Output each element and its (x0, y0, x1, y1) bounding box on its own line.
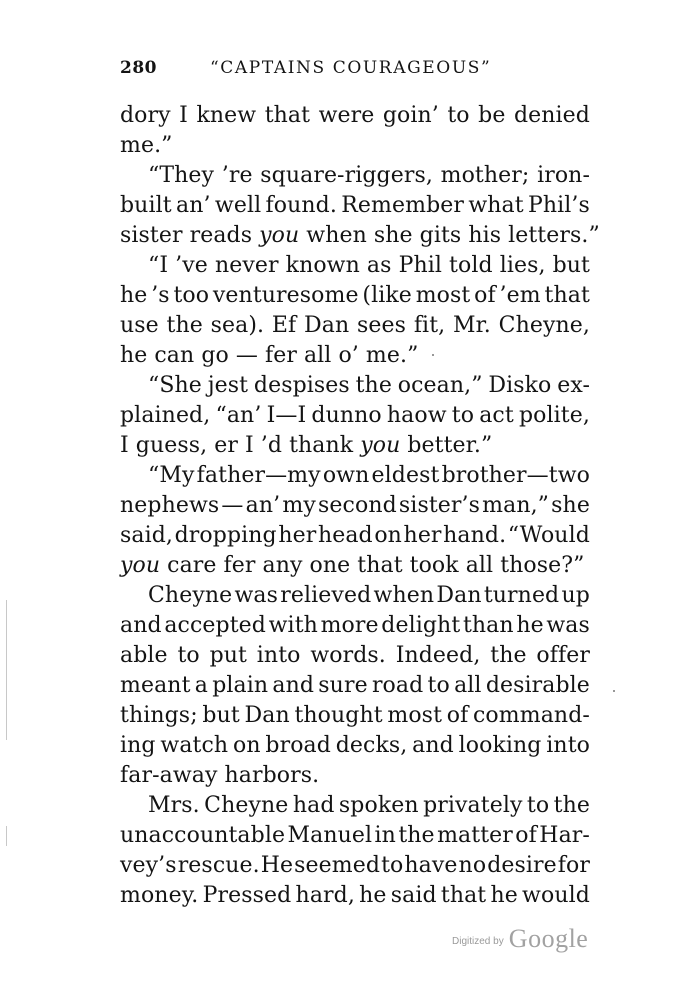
page-number: 280 (120, 58, 157, 78)
text-line: you care fer any one that took all those?” (120, 553, 585, 578)
google-logo: Google (508, 924, 589, 953)
text-line: vey’s rescue. He seemed to have no desire for (120, 853, 590, 878)
text-line: unaccountable Manuel in the matter of Har- (120, 823, 590, 848)
running-header (120, 58, 590, 86)
text-line: dory I knew that were goin’ to be denied (120, 103, 590, 128)
text-line: he can go — fer all o’ me.” (120, 343, 419, 368)
watermark-prefix: Digitized by (452, 936, 504, 947)
text-line: I guess, er I ’d thank you better.” (120, 433, 493, 458)
scan-speck (613, 690, 615, 692)
text-line: Cheyne was relieved when Dan turned up (148, 583, 590, 608)
text-line: sister reads you when she gits his letters.” (120, 223, 600, 248)
text-line: me.” (120, 133, 173, 158)
text-line: things; but Dan thought most of command- (120, 703, 590, 728)
text-line: and accepted with more delight than he was (120, 613, 590, 638)
text-line: able to put into words. Indeed, the offer (120, 643, 590, 668)
text-line: nephews — an’ my second sister’s man,” she (120, 493, 590, 518)
text-line: use the sea). Ef Dan sees fit, Mr. Cheyne, (120, 313, 590, 338)
scan-margin-mark (6, 826, 7, 846)
text-line: ing watch on broad decks, and looking into (120, 733, 590, 758)
running-title: “CAPTAINS COURAGEOUS” (210, 58, 492, 78)
text-line: “My father—my own eldest brother—two (148, 463, 590, 488)
text-line: Mrs. Cheyne had spoken privately to the (148, 793, 590, 818)
text-line: money. Pressed hard, he said that he would (120, 883, 590, 908)
text-line: “They ’re square-riggers, mother; iron- (148, 163, 590, 188)
body-text (120, 101, 600, 911)
text-line: said, dropping her head on her hand. “Would (120, 523, 590, 548)
scan-margin-mark (6, 600, 7, 740)
digitization-watermark (452, 924, 588, 954)
text-line: built an’ well found. Remember what Phil’s (120, 193, 590, 218)
text-line: plained, “an’ I—I dunno haow to act polite, (120, 403, 590, 428)
text-line: “She jest despises the ocean,” Disko ex- (148, 373, 590, 398)
scan-speck (432, 354, 434, 356)
text-line: he ’s too venturesome (like most of ’em that (120, 283, 590, 308)
text-line: far-away harbors. (120, 763, 320, 788)
text-line: meant a plain and sure road to all desirable (120, 673, 590, 698)
text-line: “I ’ve never known as Phil told lies, but (148, 253, 590, 278)
